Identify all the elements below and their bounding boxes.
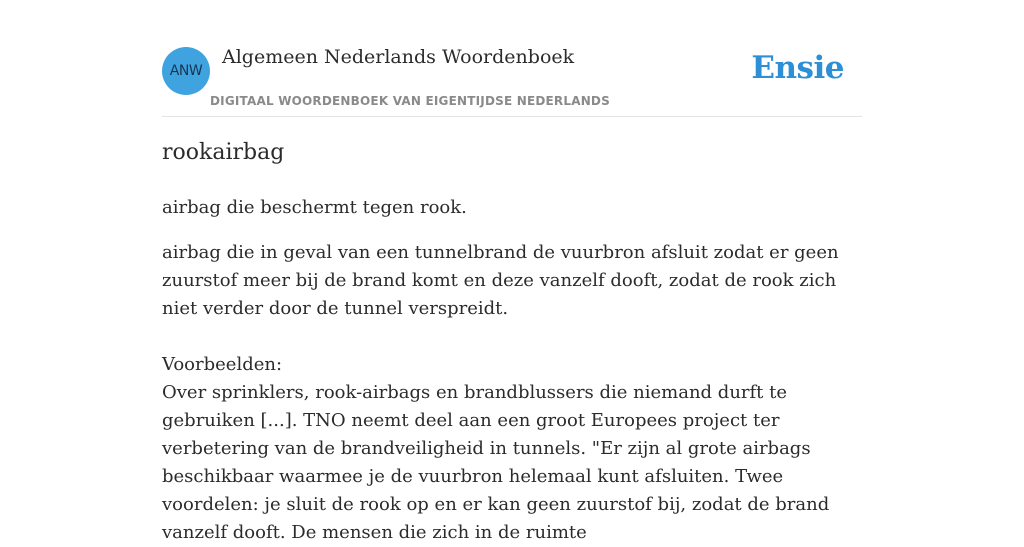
logo-text: ANW	[169, 63, 203, 79]
ensie-brand-link[interactable]: Ensie	[751, 50, 844, 86]
definition-long: airbag die in geval van een tunnelbrand de vuurbron afsluit zodat er geen zuurstof meer bij de brand komt en deze vanzelf dooft, zodat de rook zich niet verder door de tunnel verspreidt.	[162, 242, 839, 319]
examples-label: Voorbeelden:	[162, 354, 283, 375]
site-subtitle: DIGITAAL WOORDENBOEK VAN EIGENTIJDSE NEDERLANDS	[210, 94, 610, 108]
site-header	[162, 0, 862, 117]
examples-section	[162, 351, 862, 547]
headword: rookairbag	[162, 140, 285, 165]
anw-logo[interactable]	[162, 47, 210, 95]
main-container	[162, 0, 862, 543]
examples-text: Over sprinklers, rook-airbags en brandblussers die niemand durft te gebruiken [...]. TNO neemt deel aan een groot Europees project ter verbetering van de brandveiligheid in tunnels. "Er zijn al grote airbags beschikbaar waarmee je de vuurbron helemaal kunt afsluiten. Twee voordelen: je sluit de rook op en er kan geen zuurstof bij, zodat de brand vanzelf dooft. De mensen die zich in de ruimte	[162, 382, 830, 543]
definition-short: airbag die beschermt tegen rook.	[162, 197, 467, 218]
site-title[interactable]: Algemeen Nederlands Woordenboek	[222, 46, 575, 68]
